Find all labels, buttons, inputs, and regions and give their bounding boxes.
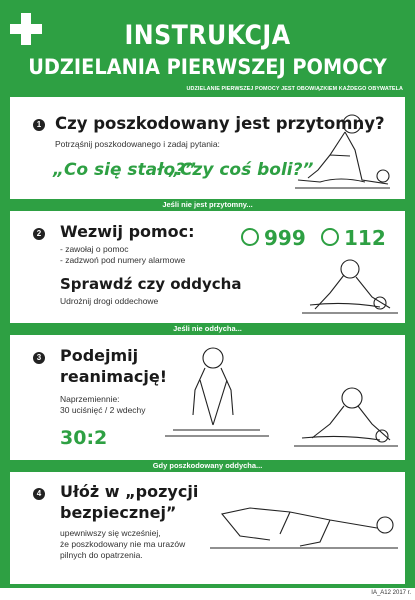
step1-number-badge: 1 xyxy=(33,119,45,131)
step4-recovery-position-illustration xyxy=(210,490,400,555)
phone-number-112: 112 xyxy=(344,226,386,250)
step3-heading-line2: reanimację! xyxy=(60,367,167,386)
step2-bullet1: - zawołaj o pomoc xyxy=(60,244,129,254)
step2-heading2: Sprawdź czy oddycha xyxy=(60,275,242,293)
bar-not-conscious: Jeśli nie jest przytomny... xyxy=(10,199,405,211)
step3-heading-line1: Podejmij xyxy=(60,346,139,365)
step4-heading-line2: bezpiecznej” xyxy=(60,503,177,522)
step3-compression-illustration xyxy=(165,340,270,455)
step3-number-badge: 3 xyxy=(33,352,45,364)
step4-text-line2: że poszkodowany nie ma urazów xyxy=(60,539,186,549)
step4-text-line1: upewniwszy się wcześniej, xyxy=(60,528,161,538)
step3-text-line1: Naprzemiennie: xyxy=(60,394,120,404)
footer-website: www.znaki-tdc.com xyxy=(318,571,357,576)
step2-heading: Wezwij pomoc: xyxy=(60,222,195,241)
step3-text-line2: 30 uciśnięć / 2 wdechy xyxy=(60,405,146,415)
footer-copyright: Kopiowanie i przerabianie zabronione. Prawa autorskie zastrzeżone ©. xyxy=(13,571,155,576)
tdc-logo: tdc xyxy=(361,562,382,578)
step2-number-badge: 2 xyxy=(33,228,45,240)
title-line1: INSTRUKCJA xyxy=(124,20,291,51)
bar-not-breathing: Jeśli nie oddycha... xyxy=(10,323,405,335)
phone-number-999: 999 xyxy=(264,226,306,250)
title-line2: UDZIELANIA PIERWSZEJ POMOCY xyxy=(28,55,387,79)
step3-ratio: 30:2 xyxy=(60,427,108,449)
step4-text-line3: pilnych do opatrzenia. xyxy=(60,550,143,560)
step1-quote2: „Czy coś boli?” xyxy=(169,160,314,180)
step1-illustration xyxy=(290,110,400,195)
step2-text2: Udrożnij drogi oddechowe xyxy=(60,296,159,306)
subtitle: UDZIELANIE PIERWSZEJ POMOCY JEST OBOWIĄZKIEM KAŻDEGO OBYWATELA xyxy=(186,86,403,92)
step4-heading-line1: Ułóż w „pozycji xyxy=(60,482,199,501)
step1-quote1: „Co się stało?” xyxy=(53,160,196,180)
step2-bullet2: - zadzwoń pod numery alarmowe xyxy=(60,255,186,265)
phone-icon xyxy=(241,228,259,246)
step4-number-badge: 4 xyxy=(33,488,45,500)
phone-icon xyxy=(321,228,339,246)
step2-illustration xyxy=(300,253,400,318)
step1-heading: Czy poszkodowany jest przytomny? xyxy=(55,114,385,133)
step3-breaths-illustration xyxy=(292,380,400,455)
step1-text: Potrząśnij poszkodowanego i zadaj pytania: xyxy=(55,139,220,149)
document-code: IA_A12 2017 r. xyxy=(371,590,411,596)
bar-breathing: Gdy poszkodowany oddycha... xyxy=(10,460,405,472)
